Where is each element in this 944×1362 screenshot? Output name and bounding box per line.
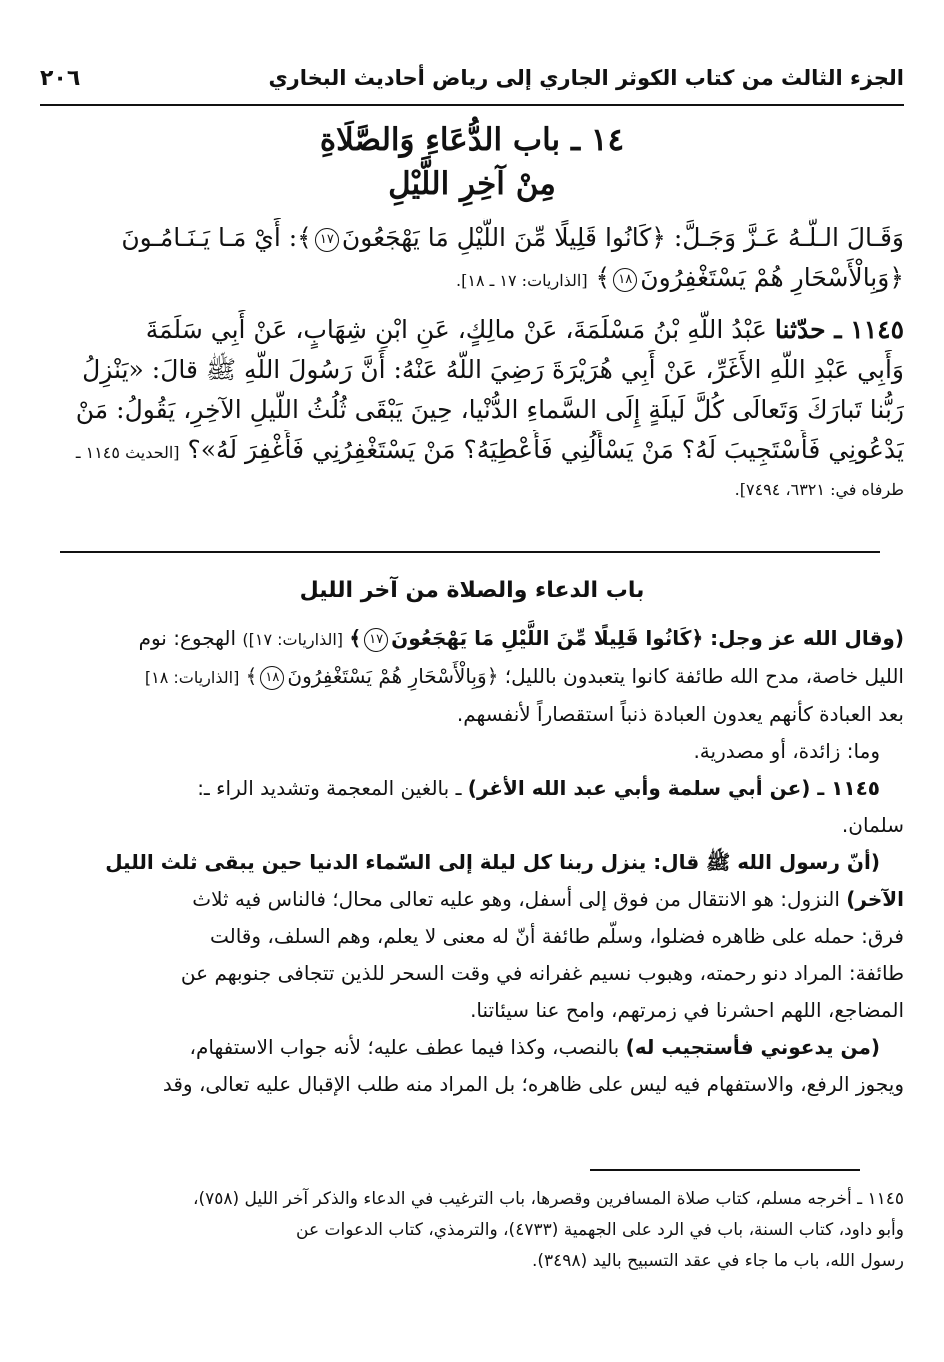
footnote-line-2: وأبو داود، كتاب السنة، باب في الرد على الجهمية (٤٧٣٣)، والترمذي، كتاب الدعوات عن: [296, 1220, 904, 1240]
hadith-text: [40, 310, 904, 507]
commentary-line-12: (من يدعوني فأستجيب له) بالنصب، وكذا فيما عطف عليه؛ لأنه جواب الاستفهام،: [189, 1035, 880, 1059]
ayah-number-marker: ١٧: [364, 628, 388, 652]
verse-reference: [الذاريات: ١٧ ـ ١٨].: [456, 271, 588, 290]
commentary-line-10: طائفة: المراد دنو رحمته، وهبوب نسيم غفرانه في وقت السحر للذين تتجافى جنوبهم عن: [180, 961, 904, 985]
chapter-title-line2: مِنْ آخِرِ اللَّيْلِ: [388, 166, 556, 202]
verse-line-1: وَقَـالَ الـلَّـهُ عَـزَّ وَجَـلَّ: ﴿كَانُوا قَلِيلًا مِّنَ اللَّيْلِ مَا يَهْجَعُونَ١٧﴾: أَيْ مَـا يَـنَـامُـونَ: [121, 223, 904, 252]
commentary-text: [40, 620, 904, 1103]
running-title: الجزء الثالث من كتاب الكوثر الجاري إلى رياض أحاديث البخاري: [268, 66, 904, 90]
commentary-line-2: الليل خاصة، مدح الله طائفة كانوا يتعبدون بالليل؛ ﴿وَبِالْأَسْحَارِ هُمْ يَسْتَغْفِرُونَ١٨﴾ [الذاريات: ١٨]: [144, 664, 904, 688]
verse-line-2: ﴿وَبِالْأَسْحَارِ هُمْ يَسْتَغْفِرُونَ١٨﴾ [الذاريات: ١٧ ـ ١٨].: [456, 263, 904, 292]
hadith-number: ١١٤٥ ـ حدّثنا: [774, 315, 904, 344]
commentary-line-13: ويجوز الرفع، والاستفهام فيه ليس على ظاهره؛ بل المراد منه طلب الإقبال عليه تعالى، وقد: [162, 1072, 904, 1096]
commentary-line-1: (وقال الله عز وجل: ﴿كَانُوا قَلِيلًا مِّنَ اللَّيْلِ مَا يَهْجَعُونَ١٧﴾ [الذاريات: ١٧]) الهجوع: نوم: [138, 626, 904, 650]
hadith-line-4: يَدْعُونِي فَأَسْتَجِيبَ لَهُ؟ مَنْ يَسْأَلُنِي فَأُعْطِيَهُ؟ مَنْ يَسْتَغْفِرُنِي فَأَغْفِرَ لَهُ»؟ [الحديث ١١٤٥ ـ: [75, 435, 904, 464]
hadith-cross-reference: طرفاه في: ٦٣٢١، ٧٤٩٤].: [734, 480, 904, 499]
hadith-line-3: رَبُّنا تَبارَكَ وَتَعالَى كُلَّ لَيلَةٍ إِلَى السَّماءِ الدُّنْيا، حِينَ يَبْقَى ثُلُثُ اللَّيلِ الآخِرِ، يَقُولُ: مَنْ: [75, 395, 904, 424]
commentary-line-9: فرق: حمله على ظاهره فضلوا، وسلّم طائفة أنّ له معنى لا يعلم، وهم السلف، وقالت: [209, 924, 904, 948]
footnote-divider: [590, 1169, 860, 1171]
commentary-line-3: بعد العبادة كأنهم يعدون العبادة ذنباً استقصاراً لأنفسهم.: [456, 702, 904, 726]
footnote-line-3: رسول الله، باب ما جاء في عقد التسبيح باليد (٣٤٩٨).: [532, 1251, 904, 1271]
ayah-number-marker: ١٨: [260, 666, 284, 690]
running-header: [40, 58, 904, 106]
main-text: [40, 218, 904, 301]
hadith-line-1: ١١٤٥ ـ حدّثنا عَبْدُ اللَّهِ بْنُ مَسْلَمَةَ، عَنْ مالِكٍ، عَنِ ابْنِ شِهَابٍ، عَنْ أَبِي سَلَمَةَ: [145, 315, 904, 344]
commentary-line-4: وما: زائدة، أو مصدرية.: [693, 739, 880, 763]
commentary-line-6: سلمان.: [841, 813, 904, 837]
hadith-reference: [الحديث ١١٤٥ ـ: [75, 443, 180, 462]
chapter-title-line1: ١٤ ـ باب الدُّعَاءِ وَالصَّلَاةِ: [319, 122, 625, 158]
hadith-line-2: وَأَبِي عَبْدِ اللَّهِ الأَغَرِّ، عَنْ أَبِي هُرَيْرَةَ رَضِيَ اللَّهُ عَنْهُ: أَنَّ رَسُولَ اللَّهِ ﷺ قالَ: «يَنْزِلُ: [82, 355, 904, 384]
commentary-line-8: الآخر) النزول: هو الانتقال من فوق إلى أسفل، وهو عليه تعالى محال؛ فالناس فيه ثلاث: [192, 887, 904, 911]
commentary-line-5: ١١٤٥ ـ (عن أبي سلمة وأبي عبد الله الأغر) ـ بالغين المعجمة وتشديد الراء ـ:: [197, 776, 880, 800]
commentary-line-7: (أنّ رسول الله ﷺ قال: ينزل ربنا كل ليلة إلى السّماء الدنيا حين يبقى ثلث الليل: [105, 850, 880, 874]
footnote-line-1: ١١٤٥ ـ أخرجه مسلم، كتاب صلاة المسافرين وقصرها، باب الترغيب في الدعاء والذكر آخر الليل (٧٥٨)،: [192, 1189, 904, 1209]
footnote: [40, 1184, 904, 1277]
ayah-number-marker: ١٧: [315, 228, 339, 252]
commentary-line-11: المضاجع، اللهم احشرنا في زمرتهم، وامح عنا سيئاتنا.: [470, 998, 904, 1022]
ayah-number-marker: ١٨: [613, 268, 637, 292]
section-divider: [60, 551, 880, 553]
commentary-title: باب الدعاء والصلاة من آخر الليل: [299, 578, 645, 603]
page-number: ٢٠٦: [40, 66, 81, 91]
